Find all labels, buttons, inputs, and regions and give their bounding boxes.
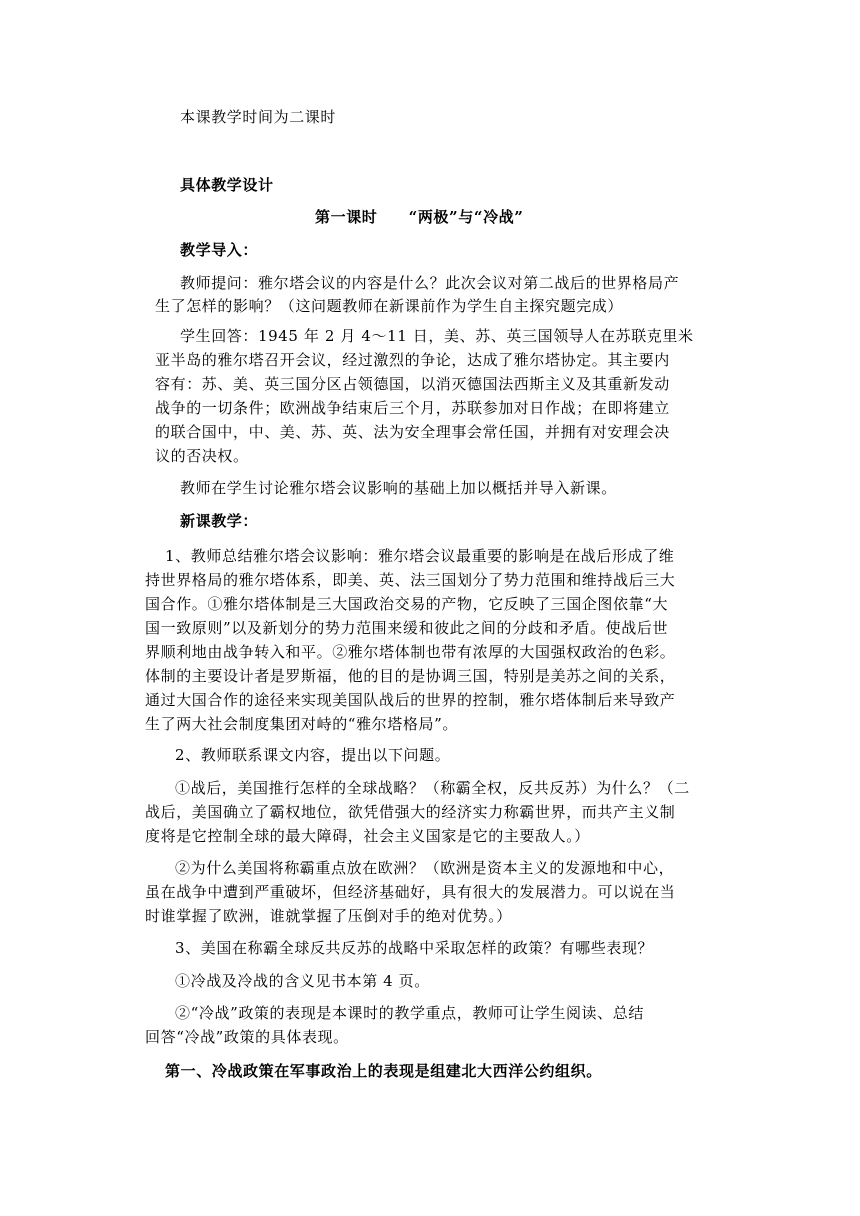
paragraph-line: ②为什么美国将称霸重点放在欧洲？（欧洲是资本主义的发源地和中心， (175, 859, 675, 877)
paragraph-line: 持世界格局的雅尔塔体系，即美、英、法三国划分了势力范围和维持战后三大 (145, 571, 676, 589)
point-2: 2、教师联系课文内容，提出以下问题。 (175, 746, 451, 764)
paragraph-line: 学生回答：1945 年 2 月 4～11 日，美、苏、英三国领导人在苏联克里米 (180, 327, 694, 345)
paragraph-line: 战争的一切条件；欧洲战争结束后三个月，苏联参加对日作战；在即将建立 (155, 399, 670, 417)
paragraph-line: 度将是它控制全球的最大障碍，社会主义国家是它的主要敌人。） (145, 827, 590, 845)
point-3: 3、美国在称霸全球反共反苏的战略中采取怎样的政策？有哪些表现？ (175, 939, 654, 957)
paragraph-line: 回答“冷战”政策的具体表现。 (145, 1028, 349, 1046)
paragraph-line: 容有：苏、美、英三国分区占领德国，以消灭德国法西斯主义及其重新发动 (155, 375, 670, 393)
lesson-title: 第一课时 “两极”与“冷战” (315, 208, 524, 226)
paragraph-line: 亚半岛的雅尔塔召开会议，经过激烈的争论，达成了雅尔塔协定。其主要内 (155, 351, 670, 369)
paragraph-line: 议的否决权。 (155, 447, 249, 465)
intro-time: 本课教学时间为二课时 (180, 108, 337, 126)
paragraph-line: 1、教师总结雅尔塔会议影响：雅尔塔会议最重要的影响是在战后形成了维 (165, 547, 675, 565)
paragraph-line: 国一致原则”以及新划分的势力范围来缓和彼此之间的分歧和矛盾。使战后世 (145, 619, 669, 637)
paragraph-line: 生了两大社会制度集团对峙的“雅尔塔格局”。 (145, 715, 458, 733)
paragraph-line: 教师提问：雅尔塔会议的内容是什么？此次会议对第二战后的世界格局产 (180, 274, 680, 292)
paragraph-line: 通过大国合作的途径来实现美国队战后的世界的控制，雅尔塔体制后来导致产 (145, 691, 676, 709)
paragraph-line: 国合作。①雅尔塔体制是三大国政治交易的产物，它反映了三国企图依靠“大 (145, 595, 669, 613)
cold-war-definition: ①冷战及冷战的含义见书本第 4 页。 (175, 972, 430, 990)
design-heading: 具体教学设计 (180, 176, 274, 194)
new-lesson-heading: 新课教学： (180, 512, 259, 530)
paragraph-line: 战后，美国确立了霸权地位，欲凭借强大的经济实力称霸世界，而共产主义制 (145, 803, 676, 821)
paragraph-line: 界顺利地由战争转入和平。②雅尔塔体制也带有浓厚的大国强权政治的色彩。 (145, 643, 676, 661)
paragraph-line: 体制的主要设计者是罗斯福，他的目的是协调三国，特别是美苏之间的关系， (145, 667, 676, 685)
paragraph-line: ①战后，美国推行怎样的全球战略？（称霸全权，反共反苏）为什么？（二 (175, 779, 690, 797)
paragraph-line: ②“冷战”政策的表现是本课时的教学重点，教师可让学生阅读、总结 (175, 1004, 644, 1022)
paragraph-line: 时谁掌握了欧洲，谁就掌握了压倒对手的绝对优势。） (145, 907, 512, 925)
teacher-summary: 教师在学生讨论雅尔塔会议影响的基础上加以概括并导入新课。 (180, 479, 617, 497)
final-bold-statement: 第一、冷战政策在军事政治上的表现是组建北大西洋公约组织。 (165, 1062, 602, 1080)
paragraph-line: 虽在战争中遭到严重破坏，但经济基础好，具有很大的发展潜力。可以说在当 (145, 883, 676, 901)
intro-heading: 教学导入： (180, 241, 259, 259)
paragraph-line: 的联合国中，中、美、苏、英、法为安全理事会常任国，并拥有对安理会决 (155, 423, 670, 441)
paragraph-line: 生了怎样的影响？（这问题教师在新课前作为学生自主探究题完成） (155, 297, 624, 315)
